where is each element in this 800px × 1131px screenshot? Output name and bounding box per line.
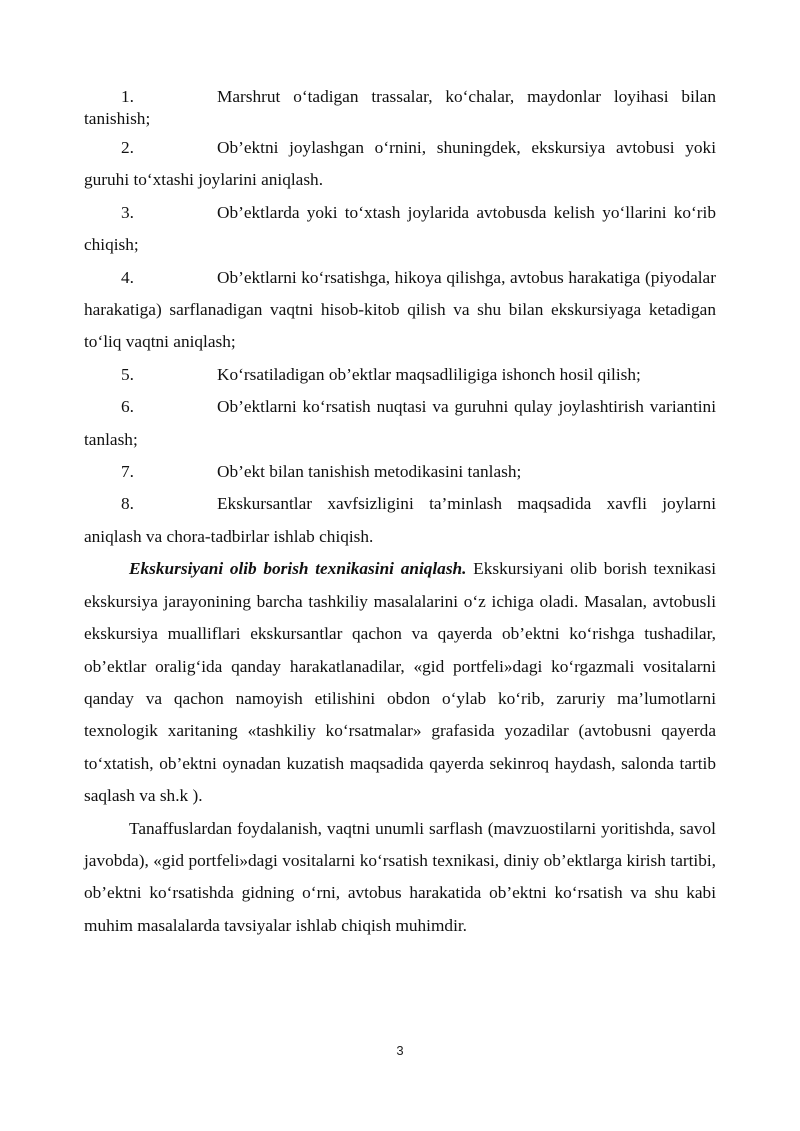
list-text: Ko‘rsatiladigan ob’ektlar maqsadliligiga ishonch hosil qilish; xyxy=(217,364,641,384)
list-text: Marshrut o‘tadigan trassalar, ko‘chalar, maydonlar loyihasi bilan tanishish; xyxy=(84,87,716,128)
document-body xyxy=(84,80,716,942)
list-item-7 xyxy=(84,456,716,488)
list-number: 2. xyxy=(121,138,134,157)
paragraph-technique xyxy=(84,553,716,812)
list-item-3 xyxy=(84,197,716,262)
list-number: 7. xyxy=(121,462,134,482)
list-number: 1. xyxy=(121,87,134,106)
list-text: Ob’ektni joylashgan o‘rnini, shuningdek, ekskursiya avtobusi yoki guruhi to‘xtashi joylarini aniqlash. xyxy=(84,138,716,190)
paragraph-lead-heading: Ekskursiyani olib borish texnikasini aniqlash. xyxy=(129,559,467,579)
list-item-4 xyxy=(84,262,716,359)
list-item-5 xyxy=(84,359,716,391)
list-text: Ob’ekt bilan tanishish metodikasini tanlash; xyxy=(217,462,522,482)
list-text: Ob’ektlarni ko‘rsatishga, hikoya qilishga, avtobus harakatiga (piyodalar harakatiga) sarflanadigan vaqtni hisob-kitob qilish va shu bilan ekskursiyaga ketadigan to‘liq vaqtni aniqlash; xyxy=(84,267,716,352)
list-item-8 xyxy=(84,488,716,553)
paragraph-text: Tanaffuslardan foydalanish, vaqtni unumli sarflash (mavzuostilarni yoritishda, savol javobda), «gid portfeli»dagi vositalarni ko‘rsatish texnikasi, diniy ob’ektlarga kirish tartibi, ob’ektni ko‘rsatishda gidning o‘rni, avtobus harakatida ob’ektni ko‘rsatish va shu kabi muhim masalalarda tavsiyalar ishlab chiqish muhimdir. xyxy=(84,818,716,935)
list-number: 5. xyxy=(121,364,134,384)
list-item-6 xyxy=(84,391,716,456)
paragraph-text: Ekskursiyani olib borish texnikasi ekskursiya jarayonining barcha tashkiliy masalalarini o‘z ichiga oladi. Masalan, avtobusli ekskursiya mualliflari ekskursantlar qachon va qayerda ob’ektni ko‘rishga tushadilar, ob’ektlar oralig‘ida qanday harakatlanadilar, «gid portfeli»dagi ko‘rgazmali vositalarni qanday va qachon namoyish etilishini obdon o‘ylab ko‘rib, zaruriy ma’lumotlarni texnologik xaritaning «tashkiliy ko‘rsatmalar» grafasida yozadilar (avtobusni qayerda to‘xtatish, ob’ektni oynadan kuzatish maqsadida qayerda sekinroq haydash, salonda tartib saqlash va sh.k ). xyxy=(84,559,716,806)
list-item-1 xyxy=(84,80,716,130)
list-number: 3. xyxy=(121,202,134,222)
paragraph-breaks xyxy=(84,813,716,943)
list-text: Ob’ektlarda yoki to‘xtash joylarida avtobusda kelish yo‘llarini ko‘rib chiqish; xyxy=(84,202,716,255)
list-number: 6. xyxy=(121,397,134,417)
list-text: Ob’ektlarni ko‘rsatish nuqtasi va guruhni qulay joylashtirish variantini tanlash; xyxy=(84,397,716,449)
list-item-2 xyxy=(84,132,716,197)
list-text: Ekskursantlar xavfsizligini ta’minlash maqsadida xavfli joylarni aniqlash va chora-tadbirlar ishlab chiqish. xyxy=(84,494,716,546)
list-number: 4. xyxy=(121,267,134,287)
page-number: 3 xyxy=(396,1043,404,1058)
list-number: 8. xyxy=(121,494,134,514)
